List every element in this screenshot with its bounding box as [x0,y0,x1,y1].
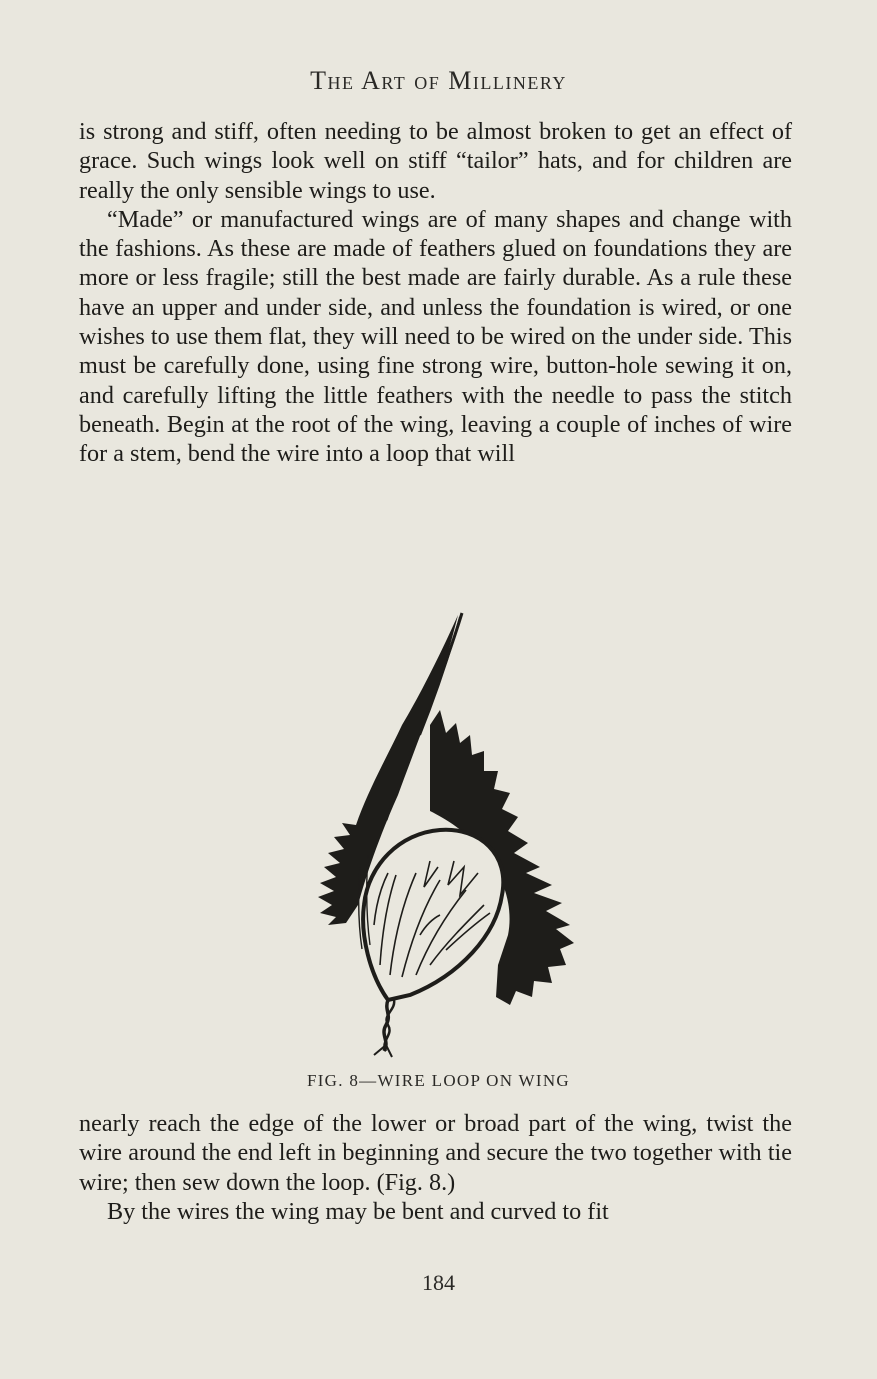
paragraph-continued: is strong and stiff, often needing to be almost broken to get an effect of grace. Such wings look well on stiff “tailor” hats, and for children are really the only sensible wings to use. [79,118,792,204]
paragraph-bending-wires: By the wires the wing may be bent and curved to fit [107,1197,609,1225]
figure-caption: FIG. 8—WIRE LOOP ON WING [306,1071,571,1090]
body-text-bottom [79,1109,792,1226]
paragraph-loop-continued: nearly reach the edge of the lower or broad part of the wing, twist the wire around the end left in beginning and secure the two together with tie wire; then sew down the loop. (Fig. 8.) [79,1110,792,1196]
wing-wire-loop-illustration [270,605,590,1060]
body-text-top [79,117,792,469]
running-head: The Art of Millinery [310,66,567,95]
paragraph-made-wings: “Made” or manufactured wings are of many shapes and change with the fashions. As these are made of feathers glued on foundations they are more or less fragile; still the best made are fairly durable. As a rule these have an upper and under side, and unless the foundation is wired, or one wishes to use them flat, they will need to be wired on the under side. This must be carefully done, using fine strong wire, button-hole sewing it on, and carefully lifting the little feathers with the needle to pass the stitch beneath. Begin at the root of the wing, leaving a couple of inches of wire for a stem, bend the wire into a loop that will [79,205,792,468]
page-number: 184 [422,1270,455,1295]
